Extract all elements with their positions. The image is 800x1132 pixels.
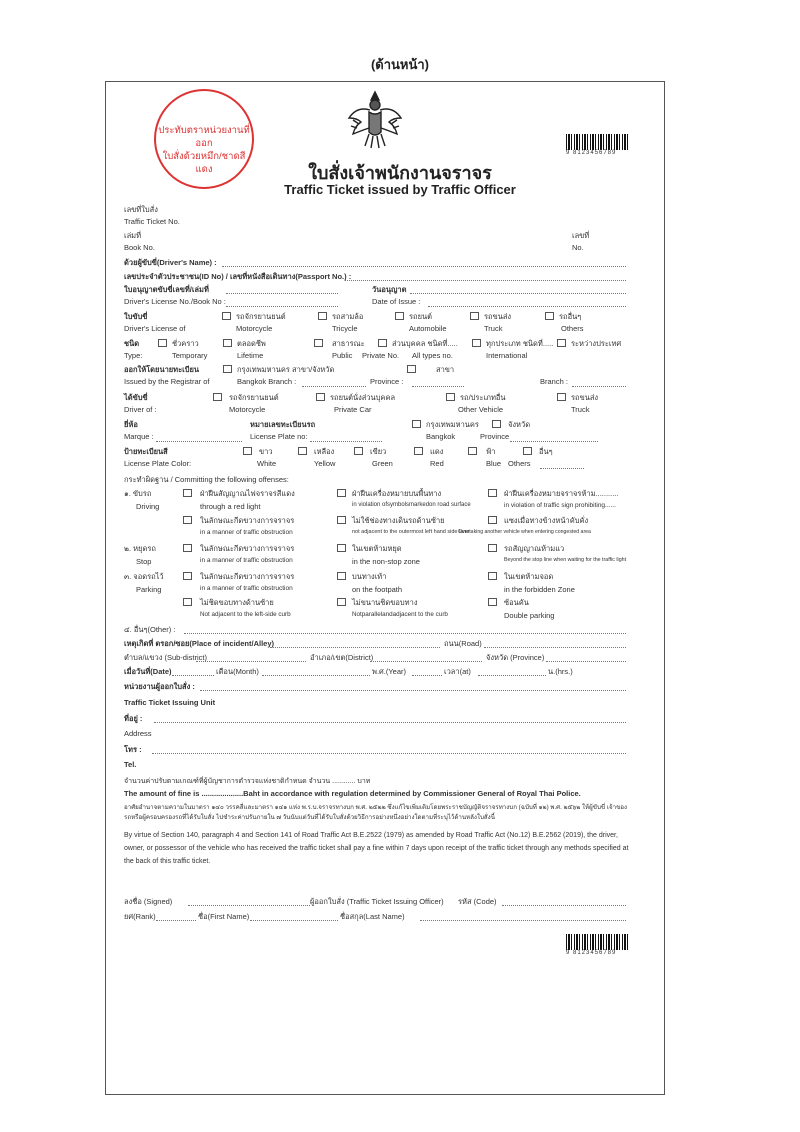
offense-2-en: in violation ofsymbolsmarkedon road surface — [352, 502, 471, 508]
plate-bangkok-th: กรุงเทพมหานคร — [426, 420, 479, 429]
other-offense-label: ๔. อื่นๆ(Other) : — [124, 625, 176, 634]
offense-3-en: in violation of traffic sign prohibiting...... — [504, 502, 616, 509]
offense-6-th: แซงเมื่อทางข้างหน้าคับคั่ง — [504, 516, 589, 525]
tel-th: โทร : — [124, 745, 142, 754]
barcode-bottom-number: 9 8123456789 — [566, 950, 617, 956]
offense-14-en: Notparallelandadjacent to the curb — [352, 611, 448, 618]
address-th: ที่อยู่ : — [124, 714, 143, 723]
offense-11-checkbox[interactable] — [337, 572, 346, 580]
offense-13-th: ไม่ชิดขอบทางด้านซ้าย — [200, 598, 274, 607]
vehicle-private-car-th: รถยนต์นั่งส่วนบุคคล — [330, 393, 396, 402]
issue-date-field[interactable] — [410, 293, 626, 294]
registrar-bangkok-th: กรุงเทพมหานคร สาขา/จังหวัด — [237, 365, 335, 374]
registrar-th: ออกให้โดยนายทะเบียน — [124, 365, 199, 374]
license-no-th: ใบอนุญาตขับขี่เลขที่/เล่มที่ — [124, 285, 209, 294]
offense-6-checkbox[interactable] — [488, 516, 497, 524]
marque-en: Marque : — [124, 432, 154, 441]
plate-color-others-field[interactable] — [540, 468, 584, 469]
other-offense-field[interactable] — [184, 633, 626, 634]
time-field[interactable] — [478, 675, 546, 676]
offense-15-checkbox[interactable] — [488, 598, 497, 606]
registrar-branch-en: Branch : — [540, 377, 568, 386]
plate-color-white-th: ขาว — [259, 447, 273, 456]
ticket-no-th: เลขที่ใบสั่ง — [124, 205, 158, 214]
vehicle-motorcycle-th: รถจักรยานยนต์ — [229, 393, 279, 402]
kind-private-en: Private No. — [362, 351, 400, 360]
officer-label: ผู้ออกใบสั่ง (Traffic Ticket Issuing Officer) — [310, 897, 444, 906]
registrar-branch-field[interactable] — [302, 386, 366, 387]
license-type-truck-en: Truck — [484, 324, 503, 333]
issuing-unit-field[interactable] — [200, 690, 626, 691]
plate-color-blue-en: Blue — [486, 459, 502, 468]
page-side-label: (ด้านหน้า) — [370, 57, 430, 72]
license-type-motorcycle-en: Motorcycle — [236, 324, 273, 333]
tel-en: Tel. — [124, 760, 137, 769]
kind-all-types-checkbox[interactable] — [472, 339, 481, 347]
kind-private-th: ส่วนบุคคล ชนิดที่..... — [392, 339, 458, 348]
plate-color-blue-checkbox[interactable] — [468, 447, 477, 455]
registrar-en: Issued by the Registrar of — [124, 377, 210, 386]
plate-color-green-checkbox[interactable] — [354, 447, 363, 455]
license-no-field[interactable] — [226, 293, 338, 294]
offense-1-en: through a red light — [200, 502, 261, 511]
plate-color-white-checkbox[interactable] — [243, 447, 252, 455]
plate-color-others-checkbox[interactable] — [523, 447, 532, 455]
place-road-label: ถนน(Road) — [444, 639, 482, 648]
fine-th: จำนวนค่าปรับตามเกณฑ์ที่ผู้บัญชาการตำรวจแห่งชาติกำหนด จำนวน ............ บาท — [124, 778, 371, 785]
offense-14-checkbox[interactable] — [337, 598, 346, 606]
tel-field[interactable] — [152, 753, 626, 754]
no-en: No. — [572, 243, 584, 252]
id-no-label: เลขประจำตัวประชาชน(ID No) / เลขที่หนังสือเดินทาง(Passport No.) : — [124, 272, 352, 281]
kind-public-th: สาธารณะ — [332, 339, 365, 348]
marque-th: ยี่ห้อ — [124, 420, 138, 429]
license-no-en: Driver's License No./Book No : — [124, 297, 226, 306]
offenses-heading: กระทำผิดฐาน / Committing the following offenses: — [124, 475, 289, 484]
kind-temporary-en: Temporary — [172, 351, 208, 360]
plate-color-yellow-th: เหลือง — [314, 447, 335, 456]
stamp-line-1: ประทับตราหน่วยงานที่ออก — [158, 125, 250, 149]
barcode-top — [566, 134, 628, 150]
offense-group-stop-th: ๒. หยุดรถ — [124, 544, 156, 553]
legal-text-en: By virtue of Section 140, paragraph 4 and Section 141 of Road Traffic Act B.E.2522 (1979) as amended by Road Traffic Act (No.12) B.E.2562 (2019), the driver, owner, or possessor of the vehicle who has received the traffic ticket shall pay a fine within 7 days upon receipt of the traffic ticket through any methods specified at the back of this traffic ticket. — [124, 832, 629, 865]
hrs-label: น.(hrs.) — [548, 667, 573, 676]
offense-4-en: in a manner of traffic obstruction — [200, 529, 293, 536]
kind-lifetime-th: ตลอดชีพ — [237, 339, 266, 348]
plate-bangkok-en: Bangkok — [426, 432, 456, 441]
registrar-province-en: Province : — [370, 377, 404, 386]
license-type-tricycle-th: รถสามล้อ — [332, 312, 364, 321]
offense-4-checkbox[interactable] — [183, 516, 192, 524]
title-english: Traffic Ticket issued by Traffic Officer — [284, 182, 516, 197]
place-alley-field[interactable] — [270, 647, 440, 648]
offense-4-th: ในลักษณะกีดขวางการจราจร — [200, 516, 295, 525]
plate-bangkok-checkbox[interactable] — [412, 420, 421, 428]
license-type-others-th: รถอื่นๆ — [559, 312, 582, 321]
offense-13-en: Not adjacent to the left-side curb — [200, 611, 291, 618]
vehicle-other-checkbox[interactable] — [446, 393, 455, 401]
year-field[interactable] — [412, 675, 442, 676]
kind-temporary-checkbox[interactable] — [158, 339, 167, 347]
offense-8-en: in the non-stop zone — [352, 557, 420, 566]
offense-9-checkbox[interactable] — [488, 544, 497, 552]
place-province-label: จังหวัด (Province) — [486, 653, 545, 662]
plate-no-field[interactable] — [310, 441, 382, 442]
vehicle-truck-en: Truck — [571, 405, 590, 414]
vehicle-other-th: รถ/ประเภทอื่น — [460, 393, 506, 402]
offense-3-th: ฝ่าฝืนเครื่องหมายจราจรห้าม........... — [504, 489, 619, 498]
place-district-field[interactable] — [370, 661, 482, 662]
no-th: เลขที่ — [572, 231, 590, 240]
license-type-motorcycle-th: รถจักรยานยนต์ — [236, 312, 286, 321]
offense-5-th: ไม่ใช้ช่องทางเดินรถด้านซ้าย — [352, 516, 445, 525]
vehicle-motorcycle-en: Motorcycle — [229, 405, 266, 414]
barcode-top-number: 9 8123456789 — [566, 150, 617, 156]
plate-color-label-en: License Plate Color: — [124, 459, 192, 468]
license-type-others-en: Others — [561, 324, 584, 333]
offense-group-driving-th: ๑. ขับรถ — [124, 489, 152, 498]
offense-15-th: ซ้อนคัน — [504, 598, 529, 607]
date-field[interactable] — [172, 675, 214, 676]
offense-7-en: in a manner of traffic obstruction — [200, 557, 293, 564]
offense-15-en: Double parking — [504, 611, 555, 620]
plate-color-yellow-en: Yellow — [314, 459, 336, 468]
offense-5-checkbox[interactable] — [337, 516, 346, 524]
plate-color-red-checkbox[interactable] — [414, 447, 423, 455]
last-name-field[interactable] — [420, 920, 626, 921]
license-type-automobile-en: Automobile — [409, 324, 447, 333]
offense-14-th: ไม่ขนานชิดขอบทาง — [352, 598, 418, 607]
offense-12-th: ในเขตห้ามจอด — [504, 572, 554, 581]
offense-2-checkbox[interactable] — [337, 489, 346, 497]
offense-group-parking-en: Parking — [136, 585, 162, 594]
vehicle-label-en: Driver of : — [124, 405, 157, 414]
first-name-label: ชื่อ(First Name) — [198, 912, 250, 921]
offense-1-th: ฝ่าฝืนสัญญาณไฟจราจรสีแดง — [200, 489, 295, 498]
registrar-bangkok-en: Bangkok Branch : — [237, 377, 297, 386]
offense-1-checkbox[interactable] — [183, 489, 192, 497]
kind-international-en: International — [486, 351, 528, 360]
fine-en: The amount of fine is ....................Baht in accordance with regulation determined by Commissioner General of Royal Thai Police. — [124, 789, 581, 798]
offense-9-en: Beyond the stop line when waiting for the traffic light — [504, 557, 627, 563]
license-kind-label-th: ชนิด — [124, 339, 140, 348]
issue-date-th: วันอนุญาต — [372, 285, 407, 294]
license-type-label-en: Driver's License of — [124, 324, 186, 333]
plate-color-blue-th: ฟ้า — [486, 447, 496, 456]
plate-color-yellow-checkbox[interactable] — [298, 447, 307, 455]
legal-text-th: อาศัยอำนาจตามความในมาตรา ๑๔๐ วรรคสี่และมาตรา ๑๔๑ แห่ง พ.ร.บ.จราจรทางบก พ.ศ. ๒๕๒๒ ซึ่งแก้ไขเพิ่มเติมโดยพระราชบัญญัติจราจรทางบก (ฉบับที่ ๑๒) พ.ศ. ๒๕๖๒ ให้ผู้ขับขี่ เจ้าของรถหรือผู้ครอบครองรถที่ได้รับใบสั่ง ไปชำระค่าปรับภายใน ๗ วันนับแต่วันที่ได้รับใบสั่งด้วยวิธีการอย่างหนึ่งอย่างใดตามที่ระบุไว้ด้านหลังใบสั่งนี้ — [124, 804, 628, 821]
registrar-province-field[interactable] — [412, 386, 464, 387]
vehicle-truck-checkbox[interactable] — [557, 393, 566, 401]
plate-no-en: License Plate no: — [250, 432, 308, 441]
time-label: เวลา(at) — [444, 667, 471, 676]
place-subdistrict-field[interactable] — [196, 661, 306, 662]
offense-10-en: in a manner of traffic obstruction — [200, 585, 293, 592]
book-no-th: เล่มที่ — [124, 231, 142, 240]
offense-10-checkbox[interactable] — [183, 572, 192, 580]
date-label: เมื่อวันที่(Date) — [124, 667, 172, 676]
registrar-branch-en-field[interactable] — [572, 386, 626, 387]
signed-field[interactable] — [188, 905, 310, 906]
offense-5-en: not adjacent to the outermost left hand side lane — [352, 529, 470, 535]
issuing-unit-th: หน่วยงานผู้ออกใบสั่ง : — [124, 682, 195, 691]
driver-name-label: ด้วยผู้ขับขี่(Driver's Name) : — [124, 258, 217, 267]
garuda-emblem-icon — [345, 88, 405, 150]
code-field[interactable] — [502, 905, 626, 906]
license-type-automobile-th: รถยนต์ — [409, 312, 432, 321]
license-type-tricycle-checkbox[interactable] — [318, 312, 327, 320]
vehicle-private-car-en: Private Car — [334, 405, 372, 414]
offense-group-driving-en: Driving — [136, 502, 160, 511]
year-label: พ.ศ.(Year) — [372, 667, 407, 676]
kind-temporary-th: ชั่วคราว — [172, 339, 199, 348]
offense-group-parking-th: ๓. จอดรถไว้ — [124, 572, 164, 581]
issuing-unit-en: Traffic Ticket Issuing Unit — [124, 698, 216, 707]
license-type-truck-th: รถขนส่ง — [484, 312, 512, 321]
plate-province-field[interactable] — [510, 441, 598, 442]
plate-province-en: Province — [480, 432, 510, 441]
offense-9-th: รถสัญญาณห้ามแว — [504, 544, 565, 553]
place-alley-label: เหตุเกิดที่ ตรอก/ซอย(Place of incident/Alley) — [124, 639, 274, 648]
first-name-field[interactable] — [250, 920, 338, 921]
offense-11-en: on the footpath — [352, 585, 403, 594]
vehicle-other-en: Other Vehicle — [458, 405, 504, 414]
kind-all-types-en: All types no. — [412, 351, 453, 360]
plate-color-others-th: อื่นๆ — [539, 447, 553, 456]
ticket-no-en: Traffic Ticket No. — [124, 217, 180, 226]
plate-no-th: หมายเลขทะเบียนรถ — [250, 420, 316, 429]
plate-color-red-en: Red — [430, 459, 444, 468]
registrar-bangkok-checkbox[interactable] — [223, 365, 232, 373]
plate-color-label-th: ป้ายทะเบียนสี — [124, 447, 168, 456]
plate-color-red-th: แดง — [430, 447, 444, 456]
last-name-label: ชื่อสกุล(Last Name) — [340, 912, 405, 921]
title-thai: ใบสั่งเจ้าพนักงานจราจร — [308, 163, 492, 183]
kind-public-en: Public — [332, 351, 353, 360]
place-road-field[interactable] — [484, 647, 626, 648]
offense-12-checkbox[interactable] — [488, 572, 497, 580]
offense-3-checkbox[interactable] — [488, 489, 497, 497]
place-subdistrict-label: ตำบล/แขวง (Sub-district) — [124, 653, 207, 662]
registrar-branch-checkbox[interactable] — [407, 365, 416, 373]
issue-date-en: Date of Issue : — [372, 297, 421, 306]
license-kind-label-en: Type: — [124, 351, 143, 360]
plate-color-green-en: Green — [372, 459, 393, 468]
rank-label: ยศ(Rank) — [124, 912, 156, 921]
address-en: Address — [124, 729, 152, 738]
plate-color-white-en: White — [257, 459, 277, 468]
kind-all-types-th: ทุกประเภท ชนิดที่..... — [486, 339, 554, 348]
offense-12-en: in the forbidden Zone — [504, 585, 575, 594]
offense-group-stop-en: Stop — [136, 557, 152, 566]
offense-10-th: ในลักษณะกีดขวางการจราจร — [200, 572, 295, 581]
stamp-line-2: ใบสั่งด้วยหมึก/ชาดสีแดง — [162, 151, 246, 175]
license-type-tricycle-en: Tricycle — [332, 324, 358, 333]
offense-8-th: ในเขตห้ามหยุด — [352, 544, 402, 553]
kind-private-checkbox[interactable] — [378, 339, 387, 347]
license-type-motorcycle-checkbox[interactable] — [222, 312, 231, 320]
offense-6-en: Overtaking another vehicle when entering congested area — [458, 529, 591, 535]
offense-2-th: ฝ่าฝืนเครื่องหมายบนพื้นทาง — [352, 489, 442, 498]
issue-date-en-field[interactable] — [428, 306, 626, 307]
place-province-field[interactable] — [546, 661, 626, 662]
license-type-truck-checkbox[interactable] — [470, 312, 479, 320]
id-no-field[interactable] — [345, 280, 626, 281]
driver-name-field[interactable] — [222, 266, 626, 267]
plate-color-green-th: เขียว — [370, 447, 387, 456]
plate-province-th: จังหวัด — [508, 420, 531, 429]
vehicle-private-car-checkbox[interactable] — [316, 393, 325, 401]
kind-public-checkbox[interactable] — [314, 339, 323, 347]
vehicle-label-th: ได้ขับขี่ — [124, 393, 148, 402]
plate-color-others-en: Others — [508, 459, 531, 468]
vehicle-motorcycle-checkbox[interactable] — [213, 393, 222, 401]
registrar-branch-th: สาขา — [436, 365, 455, 374]
offense-8-checkbox[interactable] — [337, 544, 346, 552]
address-field[interactable] — [154, 722, 626, 723]
offense-7-checkbox[interactable] — [183, 544, 192, 552]
license-type-automobile-checkbox[interactable] — [395, 312, 404, 320]
code-label: รหัส (Code) — [458, 897, 497, 906]
rank-field[interactable] — [156, 920, 196, 921]
barcode-bottom — [566, 934, 628, 950]
book-no-en: Book No. — [124, 243, 155, 252]
offense-7-th: ในลักษณะกีดขวางการจราจร — [200, 544, 295, 553]
kind-international-checkbox[interactable] — [557, 339, 566, 347]
marque-field[interactable] — [156, 441, 242, 442]
vehicle-truck-th: รถขนส่ง — [571, 393, 599, 402]
plate-province-checkbox[interactable] — [492, 420, 501, 428]
month-label: เดือน(Month) — [216, 667, 259, 676]
month-field[interactable] — [262, 675, 370, 676]
offense-13-checkbox[interactable] — [183, 598, 192, 606]
kind-international-th: ระหว่างประเทศ — [571, 339, 622, 348]
license-no-en-field[interactable] — [226, 306, 338, 307]
signed-label: ลงชื่อ (Signed) — [124, 897, 173, 906]
kind-lifetime-en: Lifetime — [237, 351, 264, 360]
place-district-label: อำเภอ/เขต(District) — [310, 653, 374, 662]
license-type-others-checkbox[interactable] — [545, 312, 554, 320]
kind-lifetime-checkbox[interactable] — [223, 339, 232, 347]
license-type-label-th: ใบขับขี่ — [124, 312, 148, 321]
offense-11-th: บนทางเท้า — [352, 572, 387, 581]
